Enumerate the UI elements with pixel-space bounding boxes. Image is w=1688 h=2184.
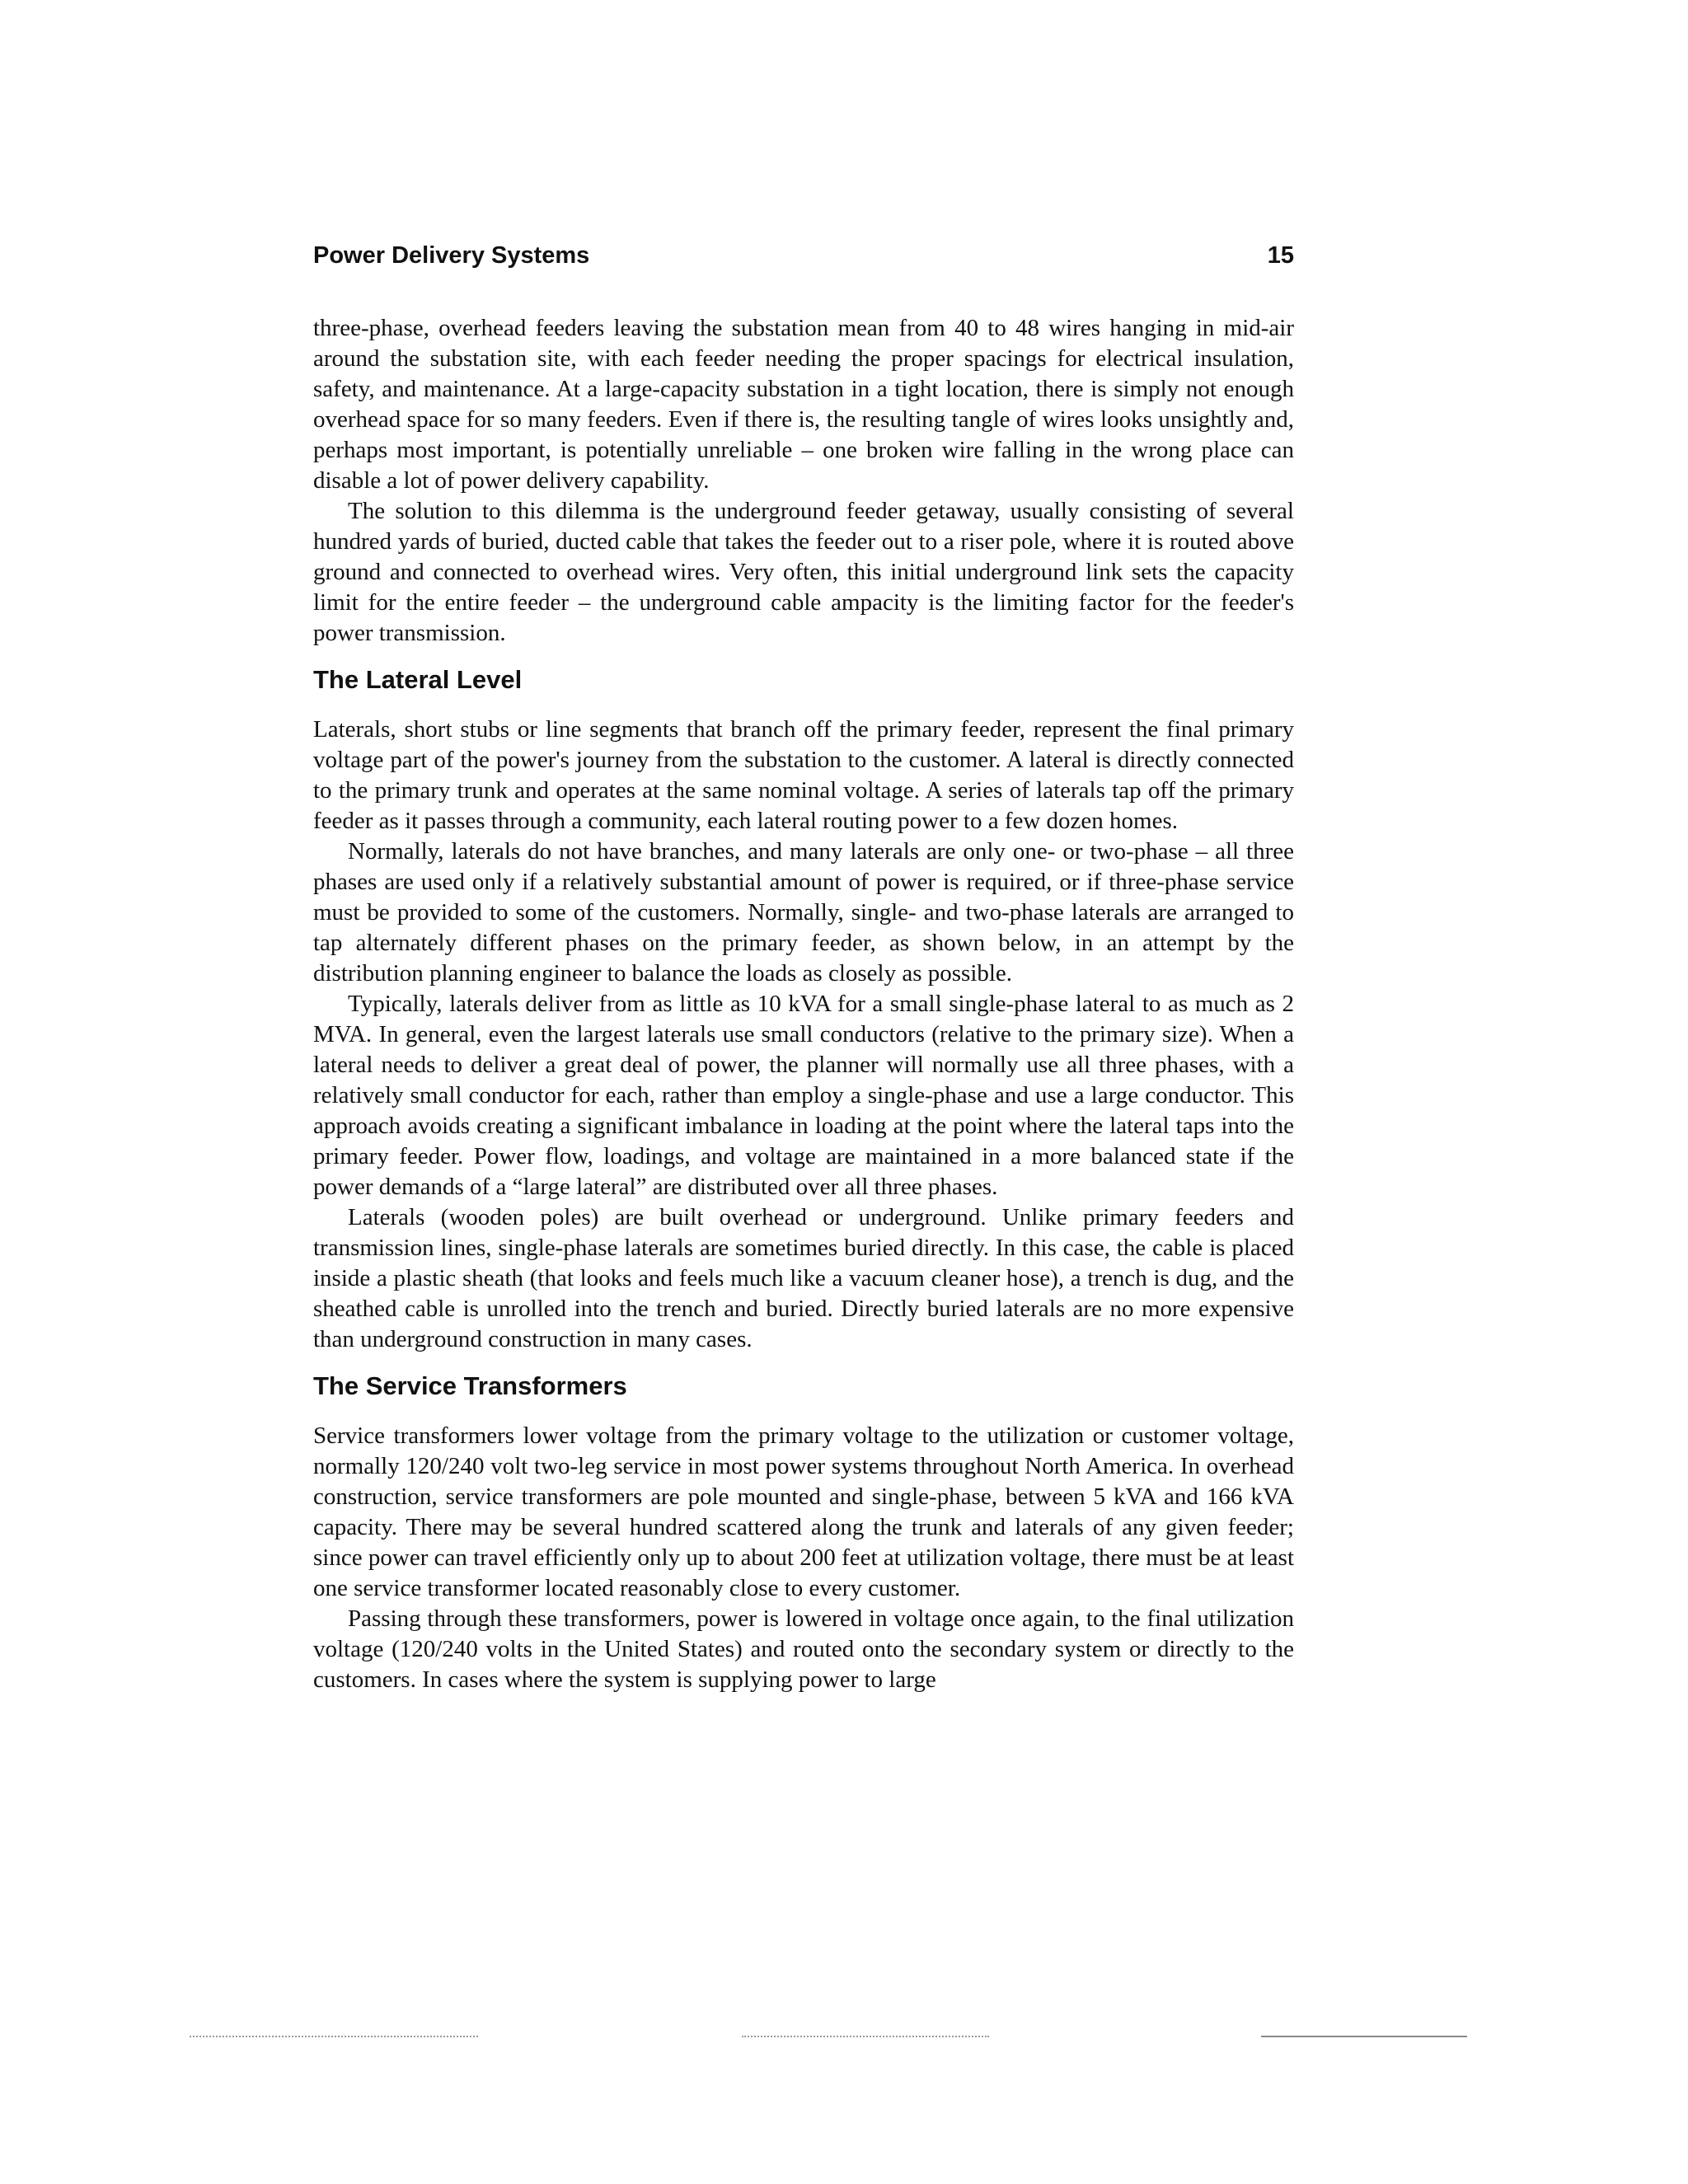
page-number: 15	[1267, 242, 1294, 269]
scan-mark-center	[742, 2036, 989, 2037]
running-head-title: Power Delivery Systems	[313, 242, 590, 269]
section-heading-service-transformers: The Service Transformers	[313, 1371, 627, 1400]
paragraph: Typically, laterals deliver from as little as 10 kVA for a small single-phase lateral to as much as 2 MVA. In general, even the largest laterals use small conductors (relative to the primary size). When a lateral needs to deliver a great deal of power, the planner will normally use all three phases, with a relatively small conductor for each, rather than employ a single-phase and use a large conductor. This approach avoids creating a significant imbalance in loading at the point where the lateral taps into the primary feeder. Power flow, loadings, and voltage are maintained in a more balanced state if the power demands of a “large lateral” are distributed over all three phases.	[313, 991, 1294, 1200]
paragraph: Service transformers lower voltage from the primary voltage to the utilization or customer voltage, normally 120/240 volt two-leg service in most power systems throughout North America. In overhead construction, service transformers are pole mounted and single-phase, between 5 kVA and 166 kVA capacity. There may be several hundred scattered along the trunk and laterals of any given feeder; since power can travel efficiently only up to about 200 feet at utilization voltage, there must be at least one service transformer located reasonably close to every customer.	[313, 1422, 1294, 1601]
paragraph: Laterals, short stubs or line segments that branch off the primary feeder, represent the final primary voltage part of the power's journey from the substation to the customer. A lateral is directly connected to the primary trunk and operates at the same nominal voltage. A series of laterals tap off the primary feeder as it passes through a community, each lateral routing power to a few dozen homes.	[313, 716, 1294, 834]
scan-mark-right	[1261, 2036, 1467, 2037]
paragraph: Passing through these transformers, power is lowered in voltage once again, to the final utilization voltage (120/240 volts in the United States) and routed onto the secondary system or directly to the customers. In cases where the system is supplying power to large	[313, 1605, 1294, 1693]
paragraph: The solution to this dilemma is the underground feeder getaway, usually consisting of several hundred yards of buried, ducted cable that takes the feeder out to a riser pole, where it is routed above ground and connected to overhead wires. Very often, this initial underground link sets the capacity limit for the entire feeder – the underground cable ampacity is the limiting factor for the feeder's power transmission.	[313, 498, 1294, 646]
page-content	[313, 239, 1294, 1695]
scan-mark-left	[190, 2036, 478, 2037]
paragraph: Laterals (wooden poles) are built overhead or underground. Unlike primary feeders and transmission lines, single-phase laterals are sometimes buried directly. In this case, the cable is placed inside a plastic sheath (that looks and feels much like a vacuum cleaner hose), a trench is dug, and the sheathed cable is unrolled into the trench and buried. Directly buried laterals are no more expensive than underground construction in many cases.	[313, 1204, 1294, 1352]
running-header	[313, 239, 1294, 272]
body-text	[313, 313, 1294, 1695]
paragraph: three-phase, overhead feeders leaving the substation mean from 40 to 48 wires hanging in mid-air around the substation site, with each feeder needing the proper spacings for electrical insulation, safety, and maintenance. At a large-capacity substation in a tight location, there is simply not enough overhead space for so many feeders. Even if there is, the resulting tangle of wires looks unsightly and, perhaps most important, is potentially unreliable – one broken wire falling in the wrong place can disable a lot of power delivery capability.	[313, 315, 1294, 494]
scan-artifacts	[0, 2036, 1688, 2044]
paragraph: Normally, laterals do not have branches, and many laterals are only one- or two-phase – all three phases are used only if a relatively substantial amount of power is required, or if three-phase service must be provided to some of the customers. Normally, single- and two-phase laterals are arranged to tap alternately different phases on the primary feeder, as shown below, in an attempt by the distribution planning engineer to balance the loads as closely as possible.	[313, 838, 1294, 987]
section-heading-lateral-level: The Lateral Level	[313, 665, 523, 694]
